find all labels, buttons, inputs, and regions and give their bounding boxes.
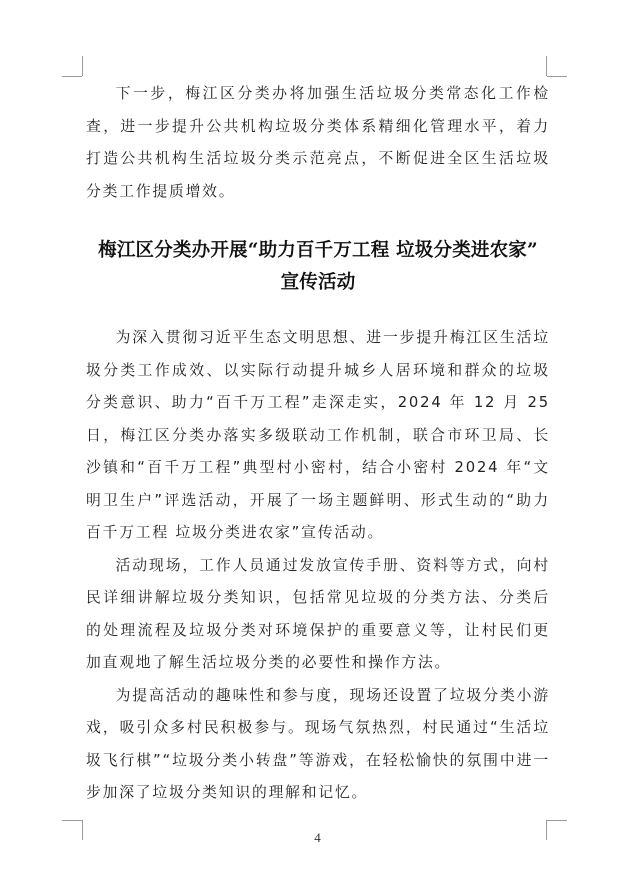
body-paragraph-2: 活动现场，工作人员通过发放宣传手册、资料等方式，向村民详细讲解垃圾分类知识，包括常见垃圾的分类方法、分类后的处理流程及垃圾分类对环境保护的重要意义等，让村民们更加直观地了解生活垃圾分类的必要性和操作方法。 <box>86 556 550 671</box>
crop-mark-top-right <box>546 56 568 78</box>
document-body <box>86 78 550 810</box>
intro-paragraph: 下一步，梅江区分类办将加强生活垃圾分类常态化工作检查，进一步提升公共机构垃圾分类体系精细化管理水平，着力打造公共机构生活垃圾分类示范亮点，不断促进全区生活垃圾分类工作提质增效。 <box>86 85 550 200</box>
body-paragraph-3: 为提高活动的趣味性和参与度，现场还设置了垃圾分类小游戏，吸引众多村民积极参与。现场气氛热烈，村民通过“生活垃圾飞行棋”“垃圾分类小转盘”等游戏，在轻松愉快的氛围中进一步加深了垃圾分类知识的理解和记忆。 <box>86 686 550 801</box>
heading-line-1: 梅江区分类办开展“助力百千万工程 垃圾分类进农家” <box>98 240 538 261</box>
crop-mark-top-left <box>62 56 84 78</box>
article-heading <box>86 235 550 299</box>
heading-line-2: 宣传活动 <box>280 272 356 293</box>
body-paragraph-1: 为深入贯彻习近平生态文明思想、进一步提升梅江区生活垃圾分类工作成效、以实际行动提升城乡人居环境和群众的垃圾分类意识、助力“百千万工程”走深走实，2024 年 12 月 25 日，梅江区分类办落实多级联动工作机制，联合市环卫局、长沙镇和“百千万工程”典型村小密村，结合小密村 2024 年“文明卫生户”评选活动，开展了一场主题鲜明、形式生动的“助力百千万工程 垃圾分类进农家”宣传活动。 <box>86 329 550 541</box>
page-number: 4 <box>314 830 321 845</box>
